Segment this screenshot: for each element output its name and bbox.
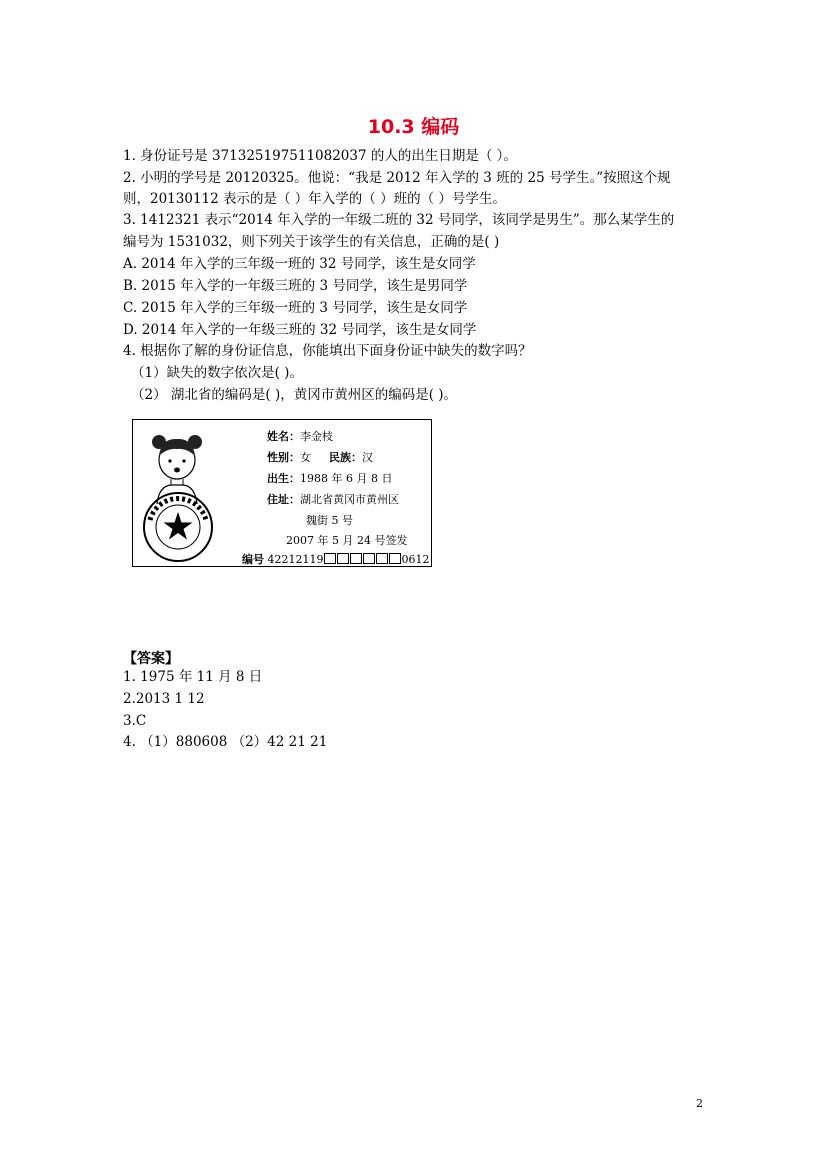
name-label: 姓名： bbox=[267, 430, 300, 443]
birth-label: 出生： bbox=[267, 472, 300, 485]
question-3-line-2: 编号为 1531032，则下列关于该学生的有关信息，正确的是( ) bbox=[123, 234, 500, 250]
name-value: 李金枝 bbox=[300, 430, 333, 443]
gender-value: 女 bbox=[300, 451, 311, 464]
question-1: 1. 身份证号是 371325197511082037 的人的出生日期是（ ）。 bbox=[123, 148, 517, 164]
answer-3: 3.C bbox=[123, 713, 147, 729]
option-c: C. 2015 年入学的三年级一班的 3 号同学，该生是女同学 bbox=[123, 300, 468, 316]
option-a: A. 2014 年入学的三年级一班的 32 号同学，该生是女同学 bbox=[123, 256, 476, 272]
number-label: 编号 bbox=[242, 553, 264, 566]
question-4-sub-2: （2） 湖北省的编码是( )，黄冈市黄州区的编码是( )。 bbox=[131, 387, 458, 403]
answer-1: 1. 1975 年 11 月 8 日 bbox=[123, 669, 263, 685]
question-2-line-2: 则，20130112 表示的是（ ）年入学的（ ）班的（ ）号学生。 bbox=[123, 191, 506, 207]
ethnicity-label: 民族： bbox=[329, 451, 362, 464]
page-title: 10.3 编码 bbox=[367, 116, 460, 138]
option-b: B. 2015 年入学的一年级三班的 3 号同学，该生是男同学 bbox=[123, 278, 468, 294]
page-number: 2 bbox=[696, 1097, 703, 1110]
birth-value: 1988 年 6 月 8 日 bbox=[300, 472, 393, 485]
question-4-sub-1: （1）缺失的数字依次是( )。 bbox=[131, 365, 303, 381]
missing-digit-boxes bbox=[324, 553, 402, 566]
gender-label: 性别： bbox=[267, 451, 300, 464]
answer-2: 2.2013 1 12 bbox=[123, 691, 205, 707]
number-suffix: 0612 bbox=[401, 553, 430, 566]
option-d: D. 2014 年入学的一年级三班的 32 号同学，该生是女同学 bbox=[123, 322, 477, 338]
issue-date: 2007 年 5 月 24 号签发 bbox=[286, 534, 408, 547]
police-seal-icon bbox=[141, 490, 215, 564]
question-4: 4. 根据你了解的身份证信息，你能填出下面身份证中缺失的数字吗？ bbox=[123, 343, 532, 359]
id-card bbox=[132, 419, 432, 567]
address-label: 住址： bbox=[267, 493, 300, 506]
answers-heading: 【答案】 bbox=[123, 651, 179, 667]
ethnicity-value: 汉 bbox=[362, 451, 373, 464]
address-line-1: 湖北省黄冈市黄州区 bbox=[300, 493, 399, 506]
number-prefix: 42212119 bbox=[267, 553, 324, 566]
question-3-line-1: 3. 1412321 表示“2014 年入学的一年级二班的 32 号同学，该同学是男生”。那么某学生的 bbox=[123, 212, 675, 228]
question-2-line-1: 2. 小明的学号是 20120325。他说：“我是 2012 年入学的 3 班的 25 号学生。”按照这个规 bbox=[123, 170, 671, 186]
address-line-2: 魏街 5 号 bbox=[306, 514, 353, 527]
answer-4: 4. （1）880608 （2）42 21 21 bbox=[123, 734, 328, 750]
